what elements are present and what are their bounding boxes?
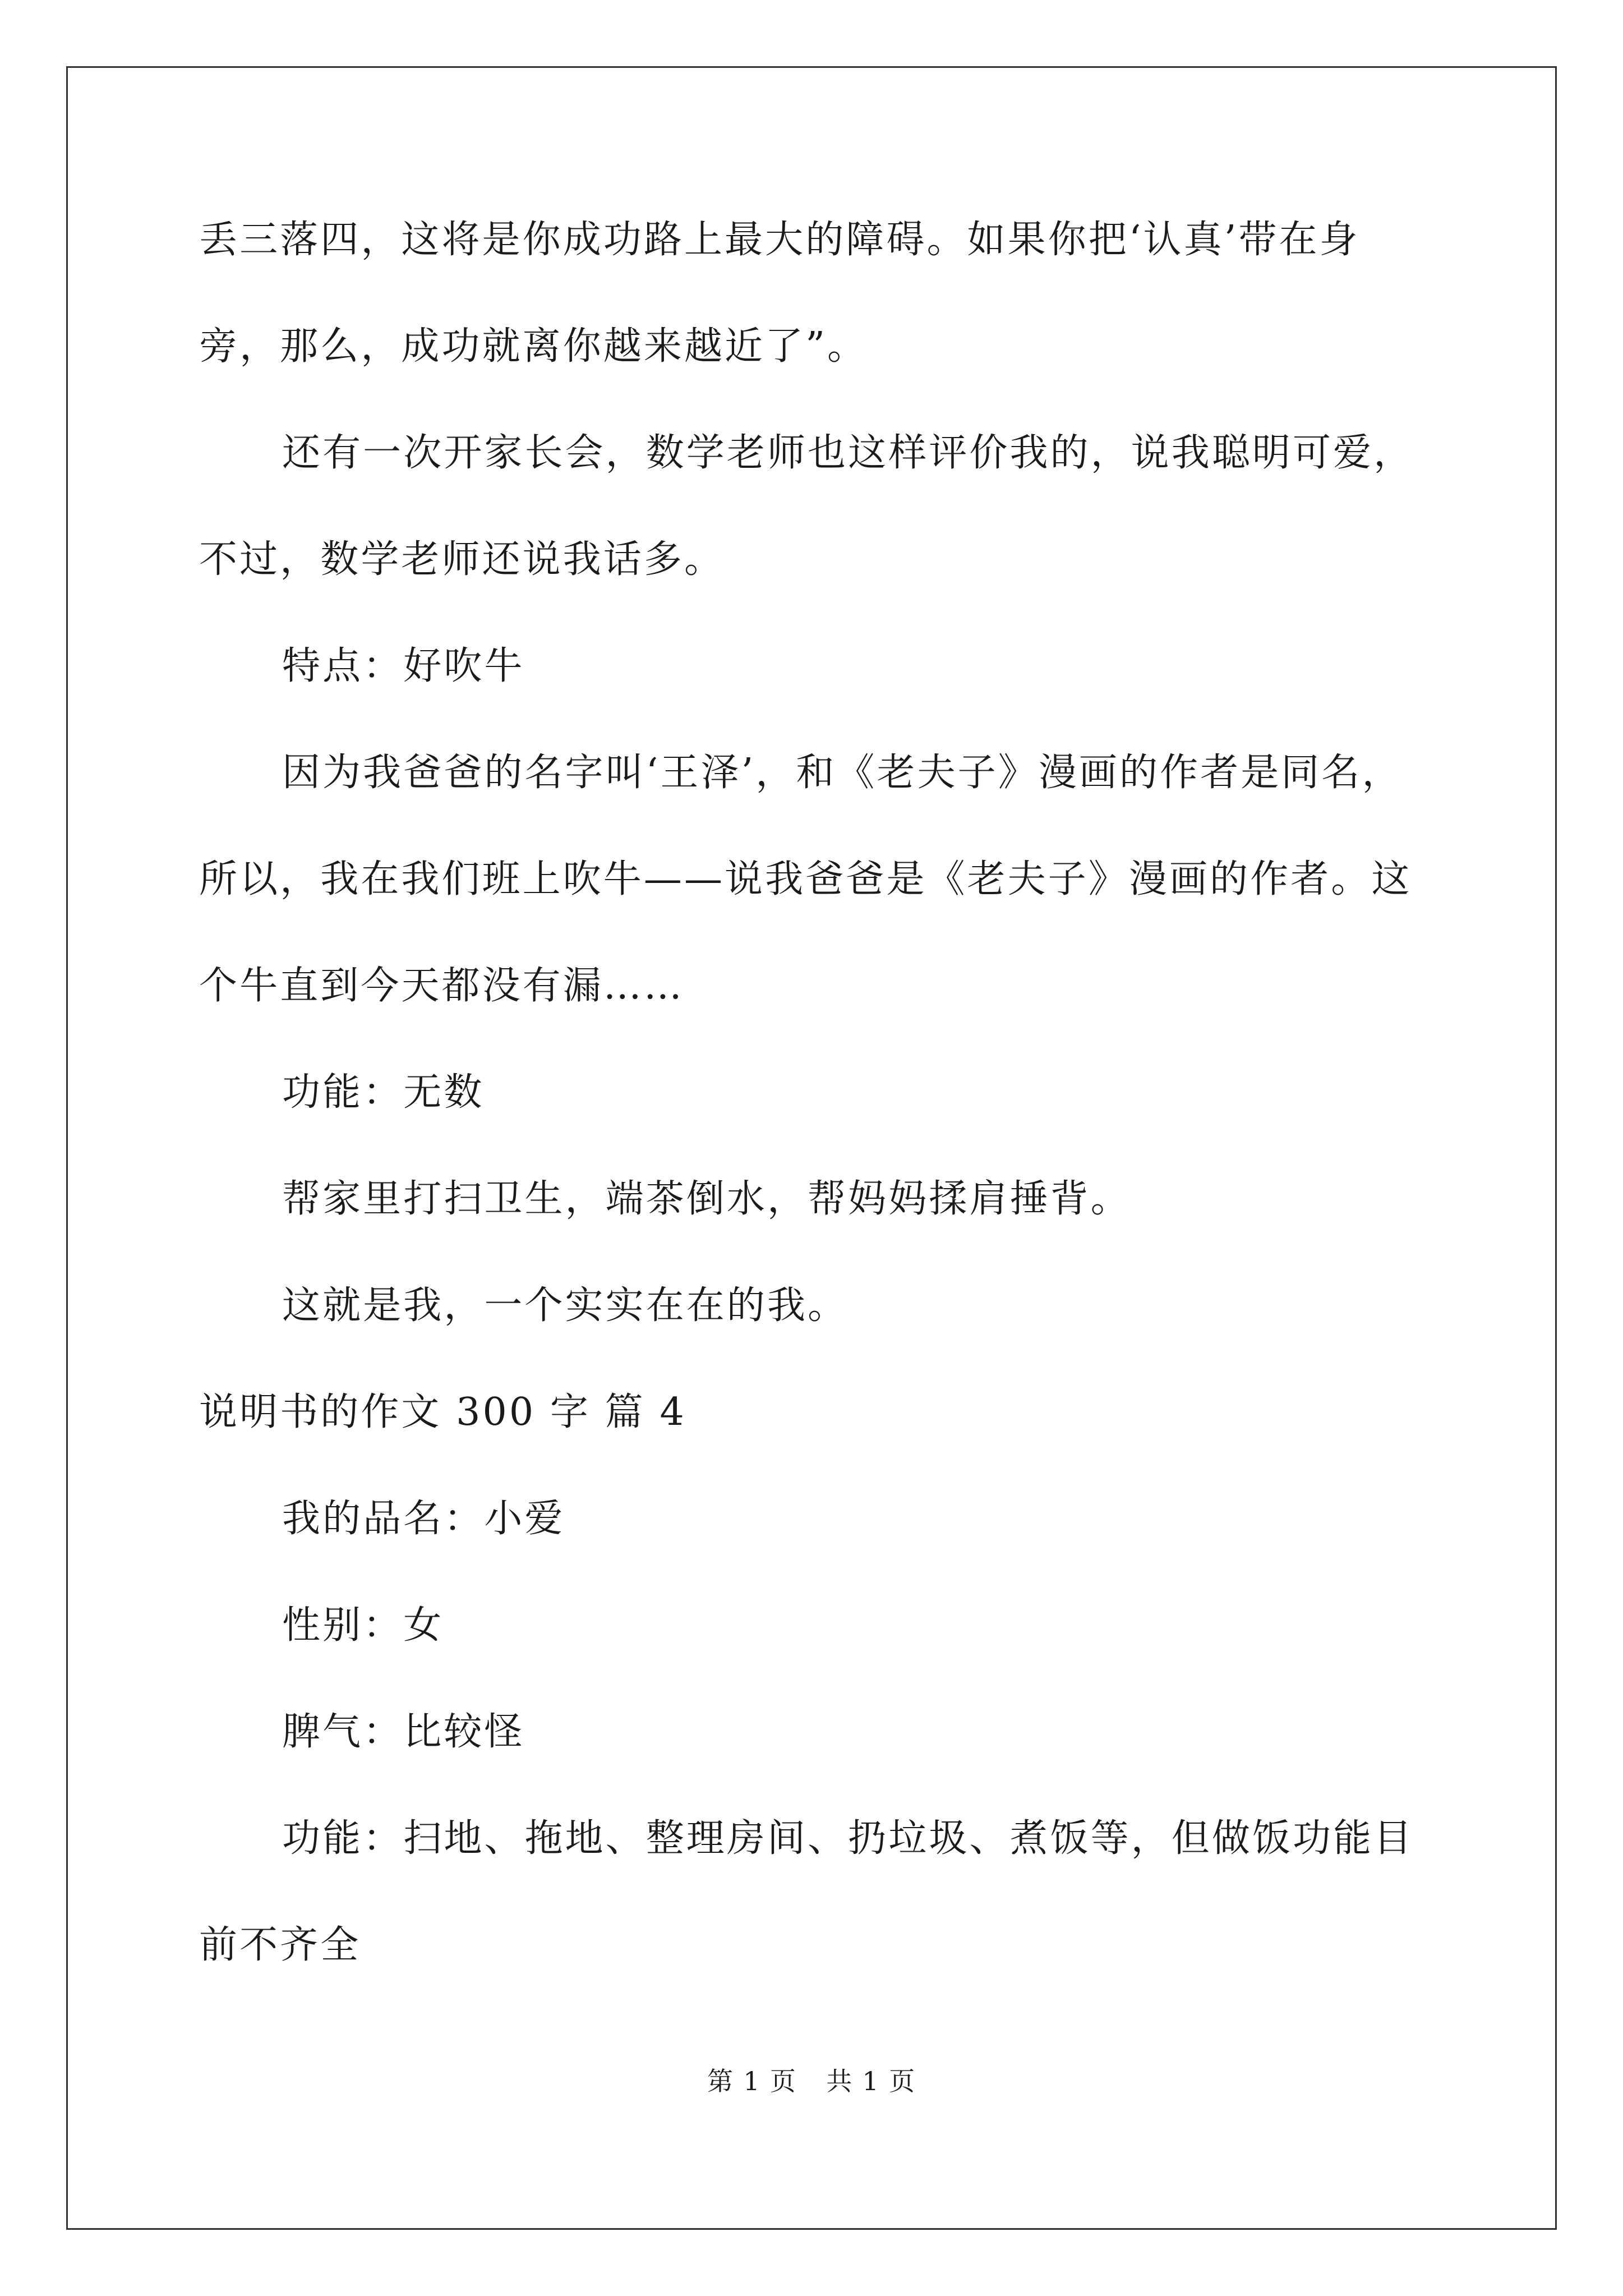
paragraph-line: 我的品名：小爱	[282, 1497, 565, 1541]
paragraph-line: 不过，数学老师还说我话多。	[199, 537, 725, 582]
paragraph-line: 前不齐全	[199, 1923, 361, 1967]
paragraph-line: 还有一次开家长会，数学老师也这样评价我的，说我聪明可爱，	[282, 431, 1414, 475]
page-number-total: 共 1 页	[826, 2066, 916, 2096]
paragraph-line: 特点：好吹牛	[282, 644, 525, 688]
page-number-current: 第 1 页	[707, 2066, 797, 2096]
section-heading: 说明书的作文 300 字 篇 4	[199, 1390, 686, 1434]
paragraph-line: 丢三落四，这将是你成功路上最大的障碍。如果你把‘认真’带在身	[199, 218, 1360, 262]
paragraph-line: 旁，那么，成功就离你越来越近了”。	[199, 324, 868, 369]
page-footer	[0, 2064, 1623, 2098]
paragraph-line: 脾气：比较怪	[282, 1710, 525, 1754]
paragraph-line: 这就是我，一个实实在在的我。	[282, 1283, 849, 1328]
paragraph-line: 个牛直到今天都没有漏……	[199, 964, 684, 1008]
paragraph-line: 功能：无数	[282, 1070, 485, 1115]
paragraph-line: 功能：扫地、拖地、整理房间、扔垃圾、煮饭等，但做饭功能目	[282, 1816, 1414, 1861]
paragraph-line: 帮家里打扫卫生，端茶倒水，帮妈妈揉肩捶背。	[282, 1177, 1131, 1221]
paragraph-line: 所以，我在我们班上吹牛——说我爸爸是《老夫子》漫画的作者。这	[199, 857, 1412, 901]
paragraph-line: 因为我爸爸的名字叫‘王泽’，和《老夫子》漫画的作者是同名，	[282, 751, 1403, 795]
paragraph-line: 性别：女	[282, 1603, 444, 1648]
document-body	[199, 213, 1478, 2025]
